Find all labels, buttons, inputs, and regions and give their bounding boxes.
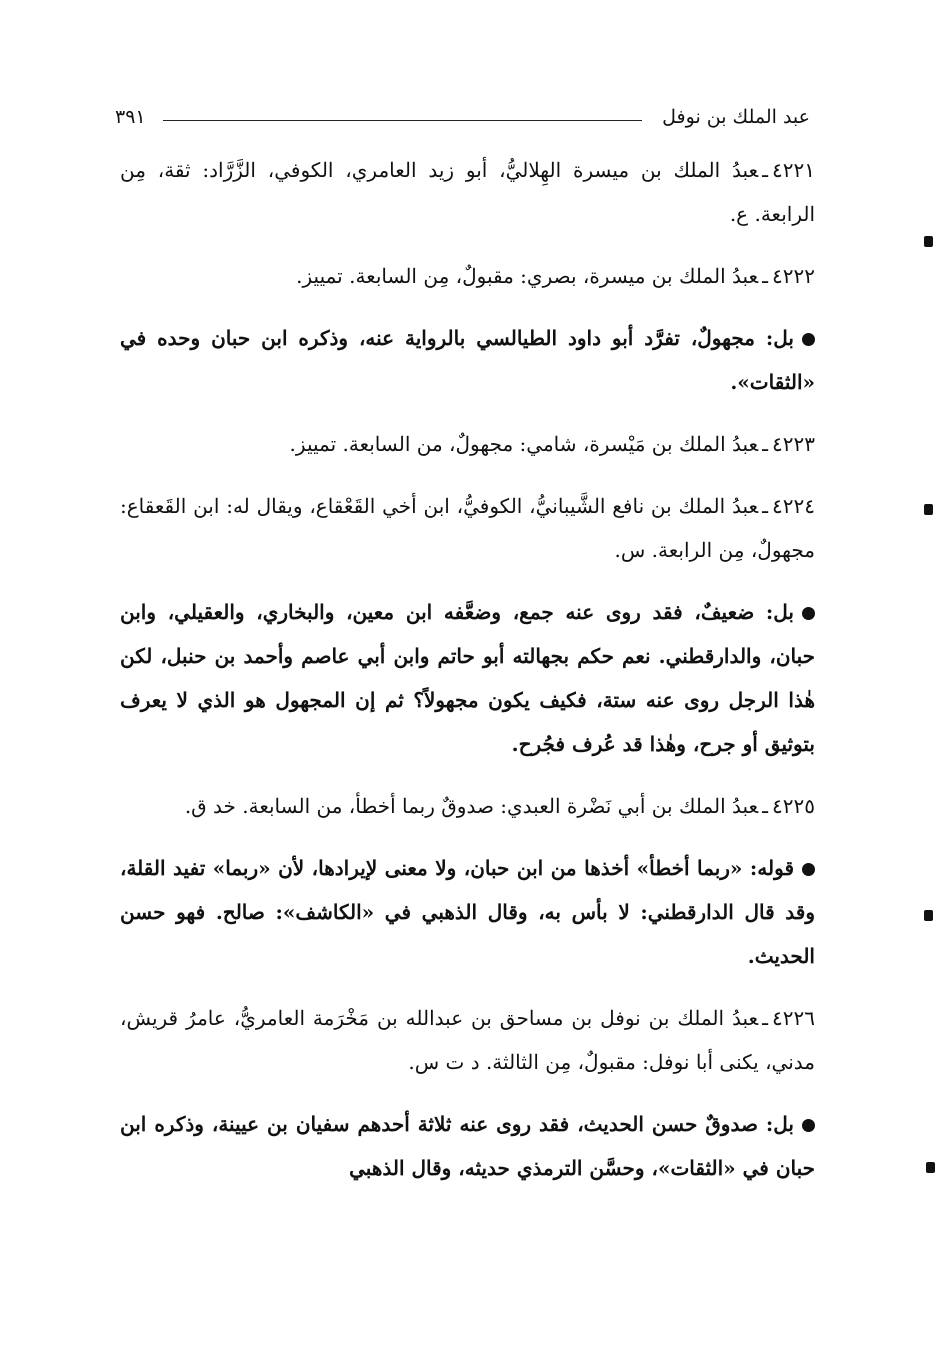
- comment-text: بل: ضعيفٌ، فقد روى عنه جمع، وضعَّفه ابن معين، والبخاري، والعقيلي، وابن حبان، والدارقطني. نعم حكم بجهالته أبو حاتم وابن أبي عاصم وأحمد بن حنبل، لكن هٰذا الرجل روى عنه ستة، فكيف يكون مجهولاً؟ ثم إن المجهول هو الذي لا يعرف بتوثيق أو جرح، وهٰذا قد عُرف فجُرح.: [120, 600, 815, 756]
- entry-text: عبدُ الملك بن أبي نَضْرة العبدي: صدوقٌ ربما أخطأ، من السابعة. خد ق.: [184, 794, 759, 818]
- entry-4223: ٤٢٢٣ـعبدُ الملك بن مَيْسرة، شامي: مجهولٌ، من السابعة. تمييز.: [289, 432, 815, 456]
- bullet-icon: [802, 863, 815, 876]
- page-number: ٣٩١: [115, 106, 146, 128]
- margin-mark: [926, 1162, 935, 1173]
- entry-text: عبدُ الملك بن ميسرة، بصري: مقبولٌ، مِن السابعة. تمييز.: [296, 264, 759, 288]
- comment-4224: [120, 590, 815, 766]
- entry-number: ٤٢٢٢: [772, 264, 815, 288]
- comment-4226: [120, 1102, 815, 1190]
- entry-text: عبدُ الملك بن مَيْسرة، شامي: مجهولٌ، من السابعة. تمييز.: [289, 432, 759, 456]
- entry-text: عبدُ الملك بن ميسرة الهِلاليُّ، أبو زيد العامري، الكوفي، الزَّرَّاد: ثقة، مِن الرابعة. ع.: [120, 158, 815, 226]
- entry-number: ٤٢٢٤: [772, 494, 815, 518]
- entry-4222: ٤٢٢٢ـعبدُ الملك بن ميسرة، بصري: مقبولٌ، مِن السابعة. تمييز.: [296, 264, 815, 288]
- entry-number: ٤٢٢٣: [772, 432, 815, 456]
- margin-mark: [924, 910, 933, 921]
- entry-4224: ٤٢٢٤ـعبدُ الملك بن نافع الشَّيبانيُّ، الكوفيُّ، ابن أخي القَعْقاع، ويقال له: ابن القَعقاع: مجهولٌ، مِن الرابعة. س.: [120, 494, 815, 562]
- margin-mark: [924, 236, 933, 247]
- entry-number: ٤٢٢١: [772, 158, 815, 182]
- entry-text: عبدُ الملك بن نافع الشَّيبانيُّ، الكوفيُّ، ابن أخي القَعْقاع، ويقال له: ابن القَعقاع: مجهولٌ، مِن الرابعة. س.: [120, 494, 815, 562]
- entry-number: ٤٢٢٥: [772, 794, 815, 818]
- running-title: عبد الملك بن نوفل: [662, 106, 810, 128]
- entry-number: ٤٢٢٦: [772, 1006, 815, 1030]
- header-rule: [163, 120, 642, 121]
- entry-4226: ٤٢٢٦ـعبدُ الملك بن نوفل بن مساحق بن عبدالله بن مَخْرَمة العامريُّ، عامرُ قريش، مدني، يكنى أبا نوفل: مقبولٌ، مِن الثالثة. د ت س.: [120, 1006, 815, 1074]
- comment-4222: [120, 316, 815, 404]
- comment-text: بل: صدوقٌ حسن الحديث، فقد روى عنه ثلاثة أحدهم سفيان بن عيينة، وذكره ابن حبان في «الثقات»، وحسَّن الترمذي حديثه، وقال الذهبي: [120, 1112, 815, 1180]
- entry-4225: ٤٢٢٥ـعبدُ الملك بن أبي نَضْرة العبدي: صدوقٌ ربما أخطأ، من السابعة. خد ق.: [184, 794, 815, 818]
- margin-mark: [924, 504, 933, 515]
- comment-4225: [120, 846, 815, 978]
- entry-4221: ٤٢٢١ـعبدُ الملك بن ميسرة الهِلاليُّ، أبو زيد العامري، الكوفي، الزَّرَّاد: ثقة، مِن الرابعة. ع.: [120, 158, 815, 226]
- comment-text: بل: مجهولٌ، تفرَّد أبو داود الطيالسي بالرواية عنه، وذكره ابن حبان وحده في «الثقات».: [120, 326, 815, 394]
- bullet-icon: [802, 1119, 815, 1132]
- bullet-icon: [802, 333, 815, 346]
- comment-text: قوله: «ربما أخطأ» أخذها من ابن حبان، ولا معنى لإيرادها، لأن «ربما» تفيد القلة، وقد قال الدارقطني: لا بأس به، وقال الذهبي في «الكاشف»: صالح. فهو حسن الحديث.: [120, 856, 815, 968]
- entries-body: [120, 148, 815, 1208]
- running-header: [115, 100, 810, 134]
- bullet-icon: [802, 607, 815, 620]
- entry-text: عبدُ الملك بن نوفل بن مساحق بن عبدالله بن مَخْرَمة العامريُّ، عامرُ قريش، مدني، يكنى أبا نوفل: مقبولٌ، مِن الثالثة. د ت س.: [120, 1006, 815, 1074]
